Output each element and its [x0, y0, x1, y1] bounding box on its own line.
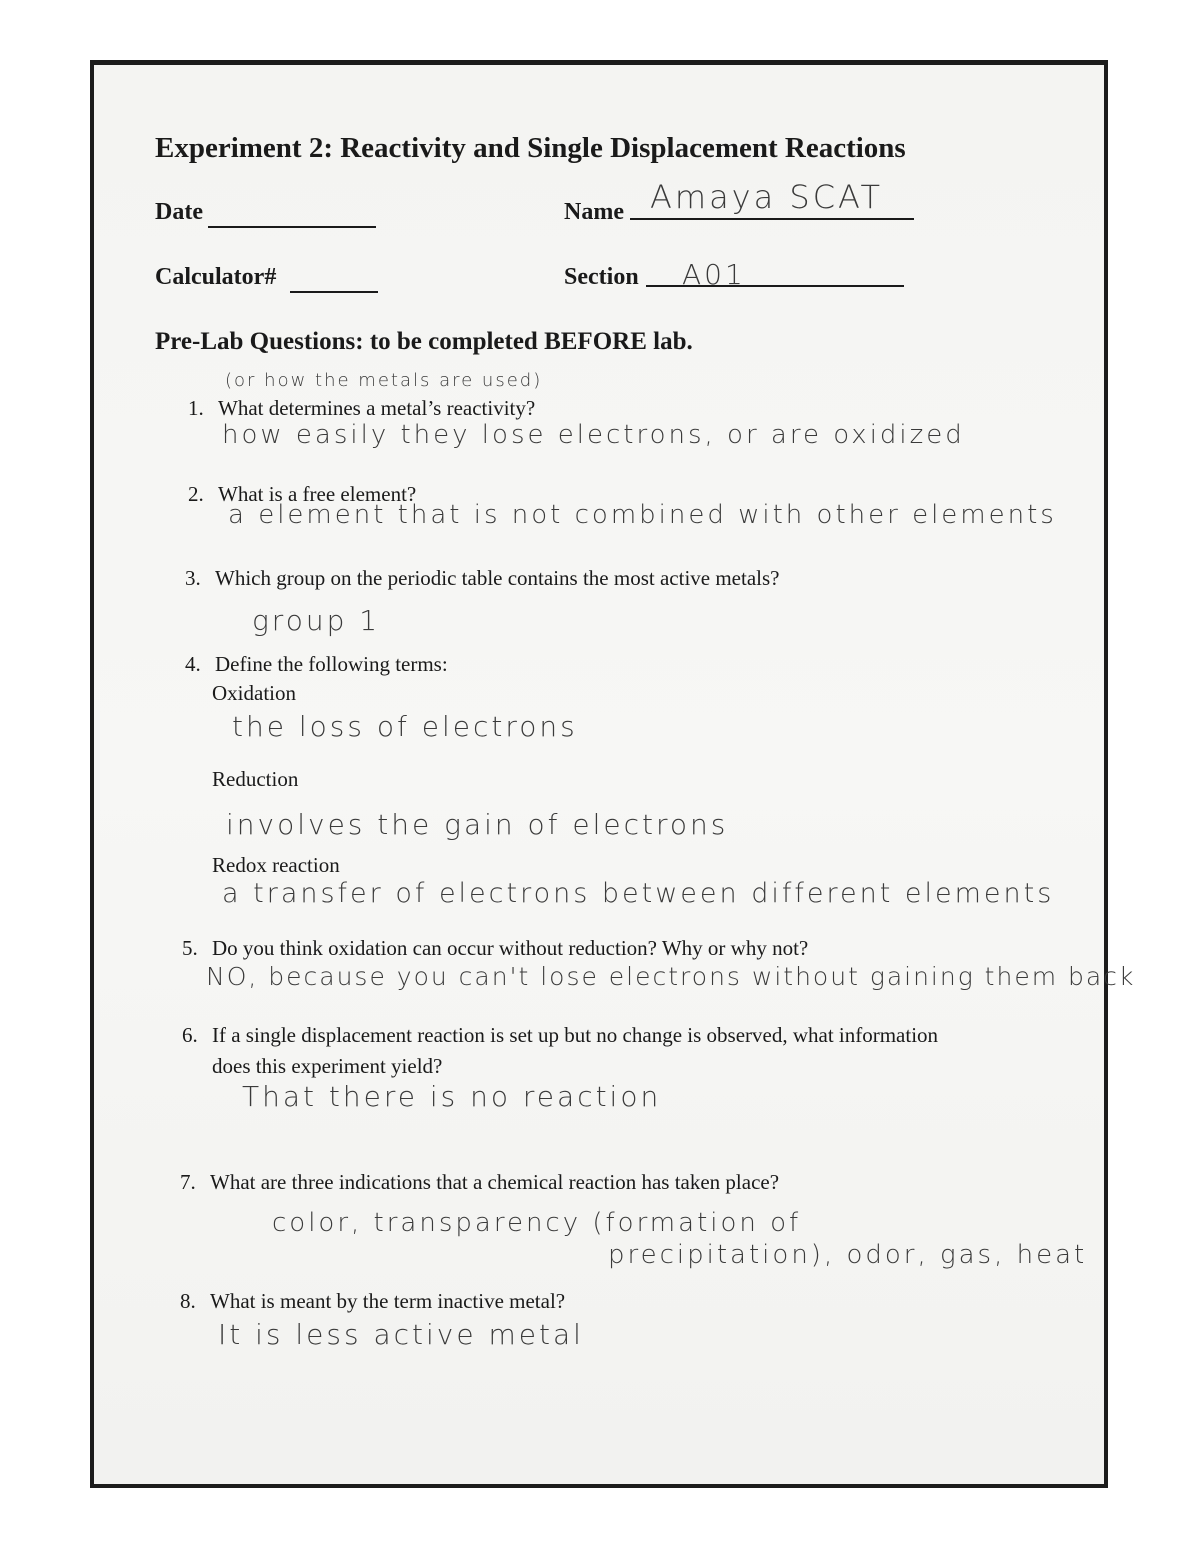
q8-text: What is meant by the term inactive metal? — [210, 1289, 566, 1313]
question-1 — [188, 396, 535, 421]
q3-answer: group 1 — [252, 604, 381, 637]
q4-text: Define the following terms: — [215, 652, 448, 676]
paper-edge-top — [90, 60, 1108, 65]
q7-answer-line-2: precipitation), odor, gas, heat — [608, 1240, 1088, 1270]
name-handwritten: Amaya SCAT — [650, 178, 883, 216]
q6-text-line-2: does this experiment yield? — [212, 1054, 443, 1078]
question-8 — [180, 1289, 565, 1314]
q8-number: 8. — [180, 1289, 196, 1313]
section-handwritten: A01 — [682, 258, 746, 291]
paper-edge-left — [90, 62, 94, 1488]
prelab-heading: Pre-Lab Questions: to be completed BEFORE lab. — [155, 328, 693, 355]
q7-number: 7. — [180, 1170, 196, 1194]
term-oxidation: Oxidation — [212, 681, 296, 705]
calculator-field[interactable] — [290, 291, 378, 293]
name-label: Name — [564, 199, 624, 225]
paper-edge-bottom — [90, 1484, 1108, 1488]
q5-answer: NO, because you can't lose electrons without gaining them back — [206, 962, 1136, 991]
q1-text: What determines a metal’s reactivity? — [218, 396, 536, 420]
redox-answer: a transfer of electrons between different elements — [222, 878, 1055, 909]
q2-text: What is a free element? — [218, 482, 417, 506]
date-label: Date — [155, 199, 203, 225]
term-redox: Redox reaction — [212, 853, 340, 877]
q3-number: 3. — [185, 566, 201, 590]
q1-answer: how easily they lose electrons, or are oxidized — [222, 420, 965, 450]
q1-note: (or how the metals are used) — [225, 370, 543, 391]
question-7 — [180, 1170, 779, 1195]
name-field[interactable] — [630, 218, 914, 220]
calculator-label: Calculator# — [155, 264, 277, 290]
paper-edge-right — [1104, 62, 1108, 1488]
term-reduction: Reduction — [212, 767, 299, 791]
reduction-answer: involves the gain of electrons — [226, 808, 729, 841]
q6-number: 6. — [182, 1023, 198, 1047]
q6-text-line-1: If a single displacement reaction is set up but no change is observed, what information — [212, 1023, 939, 1047]
q2-number: 2. — [188, 482, 204, 506]
q2-answer: a element that is not combined with other elements — [228, 500, 1057, 530]
q5-number: 5. — [182, 936, 198, 960]
q3-text: Which group on the periodic table contains the most active metals? — [215, 566, 780, 590]
q1-number: 1. — [188, 396, 204, 420]
q7-text: What are three indications that a chemical reaction has taken place? — [210, 1170, 780, 1194]
q6-answer: That there is no reaction — [242, 1080, 662, 1113]
oxidation-answer: the loss of electrons — [232, 710, 578, 743]
question-6-line-1 — [182, 1023, 938, 1048]
section-label: Section — [564, 264, 639, 290]
page-title: Experiment 2: Reactivity and Single Displacement Reactions — [155, 132, 906, 164]
question-3 — [185, 566, 780, 591]
q8-answer: It is less active metal — [218, 1318, 584, 1351]
date-field[interactable] — [208, 226, 376, 228]
q7-answer-line-1: color, transparency (formation of — [272, 1208, 802, 1238]
q5-text: Do you think oxidation can occur without reduction? Why or why not? — [212, 936, 809, 960]
q4-number: 4. — [185, 652, 201, 676]
question-5 — [182, 936, 808, 961]
question-4 — [185, 652, 448, 677]
